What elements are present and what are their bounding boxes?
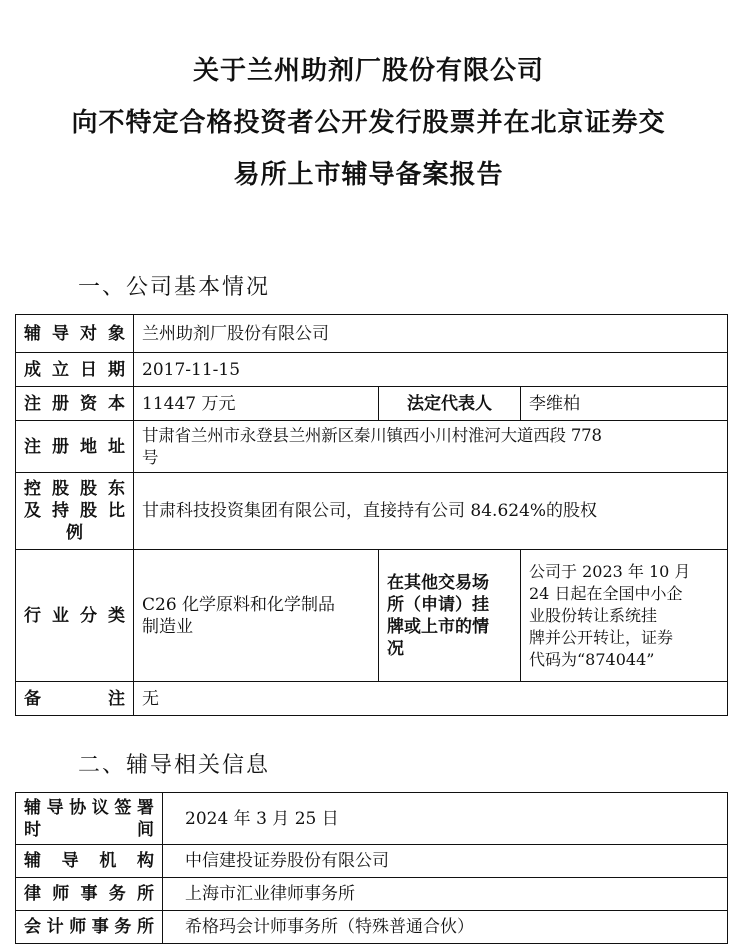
section1-heading: 一、公司基本情况 (78, 275, 271, 300)
address-line-1: 甘肃省兰州市永登县兰州新区秦川镇西小川村淮河大道西段 778 (142, 425, 602, 445)
row-institution (16, 845, 728, 878)
row-industry (16, 550, 728, 682)
row-remark (16, 682, 728, 716)
label-capital: 注册资本 (16, 387, 134, 421)
row-capital (16, 387, 728, 421)
value-industry (134, 550, 379, 682)
shareholder-label-3: 例 (66, 523, 83, 543)
label-address: 注册地址 (16, 421, 134, 473)
label-subject: 辅导对象 (16, 315, 134, 353)
row-shareholder (16, 473, 728, 550)
value-agreement: 2024 年 3 月 25 日 (163, 793, 728, 845)
label-legal-rep: 法定代表人 (379, 387, 521, 421)
listing-value-3: 业股份转让系统挂 (529, 605, 658, 625)
label-accounting: 会计师事务所 (16, 911, 163, 944)
listing-label-2: 所（申请）挂 (387, 594, 489, 615)
value-law-firm: 上海市汇业律师事务所 (163, 878, 728, 911)
value-remark: 无 (134, 682, 728, 716)
agreement-label-1: 辅导协议签署 (24, 797, 154, 818)
value-established: 2017-11-15 (134, 353, 728, 387)
industry-line-2: 制造业 (142, 616, 193, 637)
title-line-2: 向不特定合格投资者公开发行股票并在北京证券交 (71, 108, 666, 138)
industry-line-1: C26 化学原料和化学制品 (142, 594, 336, 615)
row-agreement (16, 793, 728, 845)
tutoring-info-table (15, 792, 728, 944)
value-address (134, 421, 728, 473)
agreement-label-2: 时间 (24, 819, 154, 840)
label-law-firm: 律师事务所 (16, 878, 163, 911)
label-agreement (16, 793, 163, 845)
listing-label-1: 在其他交易场 (387, 572, 489, 593)
value-subject: 兰州助剂厂股份有限公司 (134, 315, 728, 353)
label-established: 成立日期 (16, 353, 134, 387)
row-accounting (16, 911, 728, 944)
listing-label-3: 牌或上市的情 (387, 616, 489, 637)
value-listing (521, 550, 728, 682)
value-shareholder: 甘肃科技投资集团有限公司，直接持有公司 84.624%的股权 (134, 473, 728, 550)
row-address (16, 421, 728, 473)
label-listing (379, 550, 521, 682)
listing-value-5: 代码为“874044” (529, 649, 655, 669)
value-legal-rep: 李维柏 (521, 387, 728, 421)
label-shareholder (16, 473, 134, 550)
row-subject (16, 315, 728, 353)
row-established (16, 353, 728, 387)
label-remark: 备注 (16, 682, 134, 716)
listing-value-4: 牌并公开转让，证券 (529, 627, 674, 647)
section2-heading: 二、辅导相关信息 (78, 753, 271, 778)
value-institution: 中信建投证券股份有限公司 (163, 845, 728, 878)
label-institution: 辅导机构 (16, 845, 163, 878)
title-line-3: 易所上市辅导备案报告 (233, 160, 504, 190)
listing-value-1: 公司于 2023 年 10 月 (529, 561, 691, 581)
title-line-1: 关于兰州助剂厂股份有限公司 (192, 56, 544, 86)
row-law-firm (16, 878, 728, 911)
value-accounting: 希格玛会计师事务所（特殊普通合伙） (163, 911, 728, 944)
address-line-2: 号 (142, 447, 159, 467)
value-capital: 11447 万元 (134, 387, 379, 421)
shareholder-label-1: 控股股东 (24, 479, 125, 499)
listing-label-4: 况 (387, 638, 404, 659)
label-industry: 行业分类 (16, 550, 134, 682)
shareholder-label-2: 及持股比 (24, 501, 125, 521)
listing-value-2: 24 日起在全国中小企 (529, 583, 683, 603)
basic-info-table (15, 314, 728, 716)
